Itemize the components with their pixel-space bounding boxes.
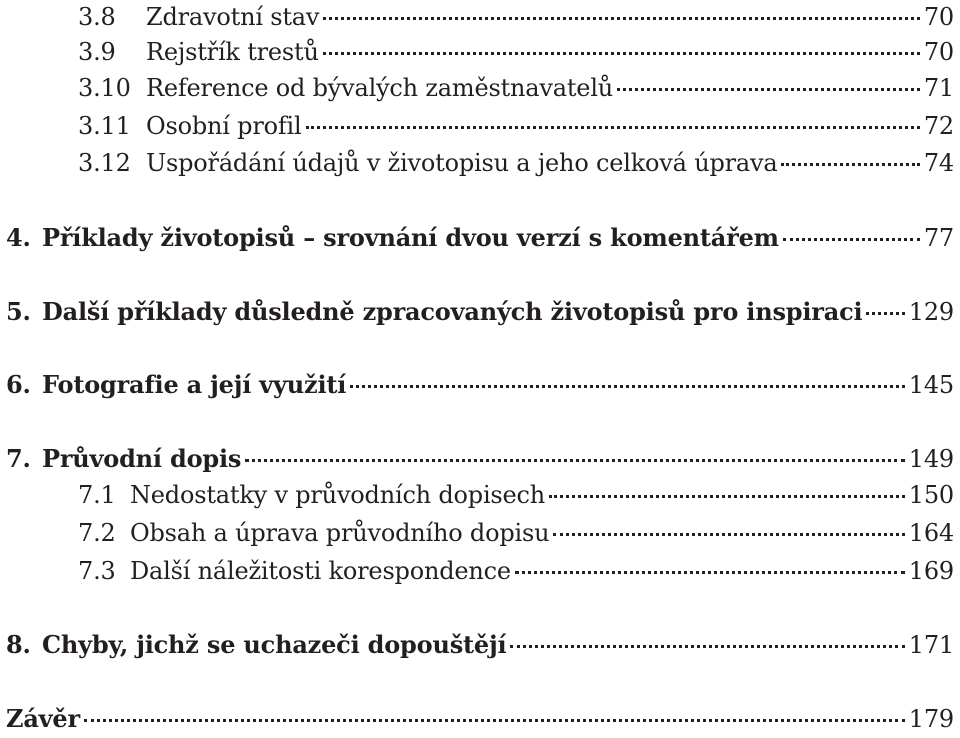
dot-leader [783, 238, 920, 241]
toc-number: 7.2 [78, 519, 116, 547]
toc-number: 3.12 [78, 149, 131, 177]
dot-leader [306, 126, 920, 129]
toc-title: Průvodní dopis [42, 444, 242, 473]
toc-page-number: 70 [923, 3, 954, 31]
toc-number: 7.1 [78, 481, 116, 509]
dot-leader [245, 459, 905, 462]
dot-leader [323, 17, 920, 20]
toc-title: Závěr [6, 704, 80, 733]
toc-title: Zdravotní stav [146, 3, 320, 31]
toc-entry-3-10[interactable] [78, 69, 954, 107]
toc-title: Obsah a úprava průvodního dopisu [130, 519, 550, 547]
toc-entry-7-1[interactable] [78, 476, 954, 514]
toc-entry-4[interactable] [6, 219, 954, 257]
toc-title: Fotografie a její využití [42, 370, 347, 399]
dot-leader [553, 533, 904, 536]
toc-entry-zaver[interactable] [6, 700, 954, 738]
dot-leader [866, 312, 904, 315]
dot-leader [323, 52, 920, 55]
dot-leader [781, 163, 919, 166]
toc-page-number: 129 [908, 298, 954, 326]
toc-title: Reference od bývalých zaměstnavatelů [146, 74, 614, 102]
toc-title: Další příklady důsledně zpracovaných životopisů pro inspiraci [42, 297, 863, 326]
toc-entry-3-8[interactable] [78, 0, 954, 36]
toc-page-number: 169 [908, 557, 954, 585]
toc-title: Osobní profil [146, 112, 302, 140]
toc-page-number: 72 [923, 112, 954, 140]
toc-number: 7. [6, 444, 31, 473]
toc-page-number: 77 [923, 224, 954, 252]
toc-entry-7-3[interactable] [78, 552, 954, 590]
toc-page-number: 150 [908, 481, 954, 509]
toc-title: Další náležitosti korespondence [130, 557, 511, 585]
toc-number: 5. [6, 297, 31, 326]
toc-page-number: 145 [908, 371, 954, 399]
toc-entry-5[interactable] [6, 293, 954, 331]
toc-title: Příklady životopisů – srovnání dvou verzí s komentářem [42, 223, 779, 252]
toc-entry-3-9[interactable] [78, 33, 954, 71]
dot-leader [84, 719, 905, 722]
toc-number: 3.10 [78, 74, 131, 102]
dot-leader [350, 385, 905, 388]
dot-leader [549, 495, 905, 498]
toc-number: 3.9 [78, 38, 116, 66]
toc-entry-7-2[interactable] [78, 514, 954, 552]
toc-page-number: 179 [908, 705, 954, 733]
dot-leader [617, 88, 920, 91]
toc-number: 4. [6, 223, 31, 252]
toc-page-number: 164 [908, 519, 954, 547]
toc-page-number: 71 [923, 74, 954, 102]
toc-entry-3-11[interactable] [78, 107, 954, 145]
toc-number: 8. [6, 630, 31, 659]
toc-entry-7[interactable] [6, 440, 954, 478]
dot-leader [510, 645, 904, 648]
toc-number: 7.3 [78, 557, 116, 585]
toc-number: 6. [6, 370, 31, 399]
toc-entry-3-12[interactable] [78, 144, 954, 182]
toc-entry-8[interactable] [6, 626, 954, 664]
toc-entry-6[interactable] [6, 366, 954, 404]
toc-page-number: 70 [923, 38, 954, 66]
toc-page-number: 149 [908, 445, 954, 473]
toc-title: Nedostatky v průvodních dopisech [130, 481, 546, 509]
toc-page-number: 171 [908, 631, 954, 659]
dot-leader [515, 571, 905, 574]
toc-number: 3.8 [78, 3, 116, 31]
toc-number: 3.11 [78, 112, 131, 140]
toc-title: Uspořádání údajů v životopisu a jeho celková úprava [146, 149, 778, 177]
toc-title: Chyby, jichž se uchazeči dopouštějí [42, 630, 507, 659]
toc-page-number: 74 [923, 149, 954, 177]
toc-title: Rejstřík trestů [146, 38, 319, 66]
